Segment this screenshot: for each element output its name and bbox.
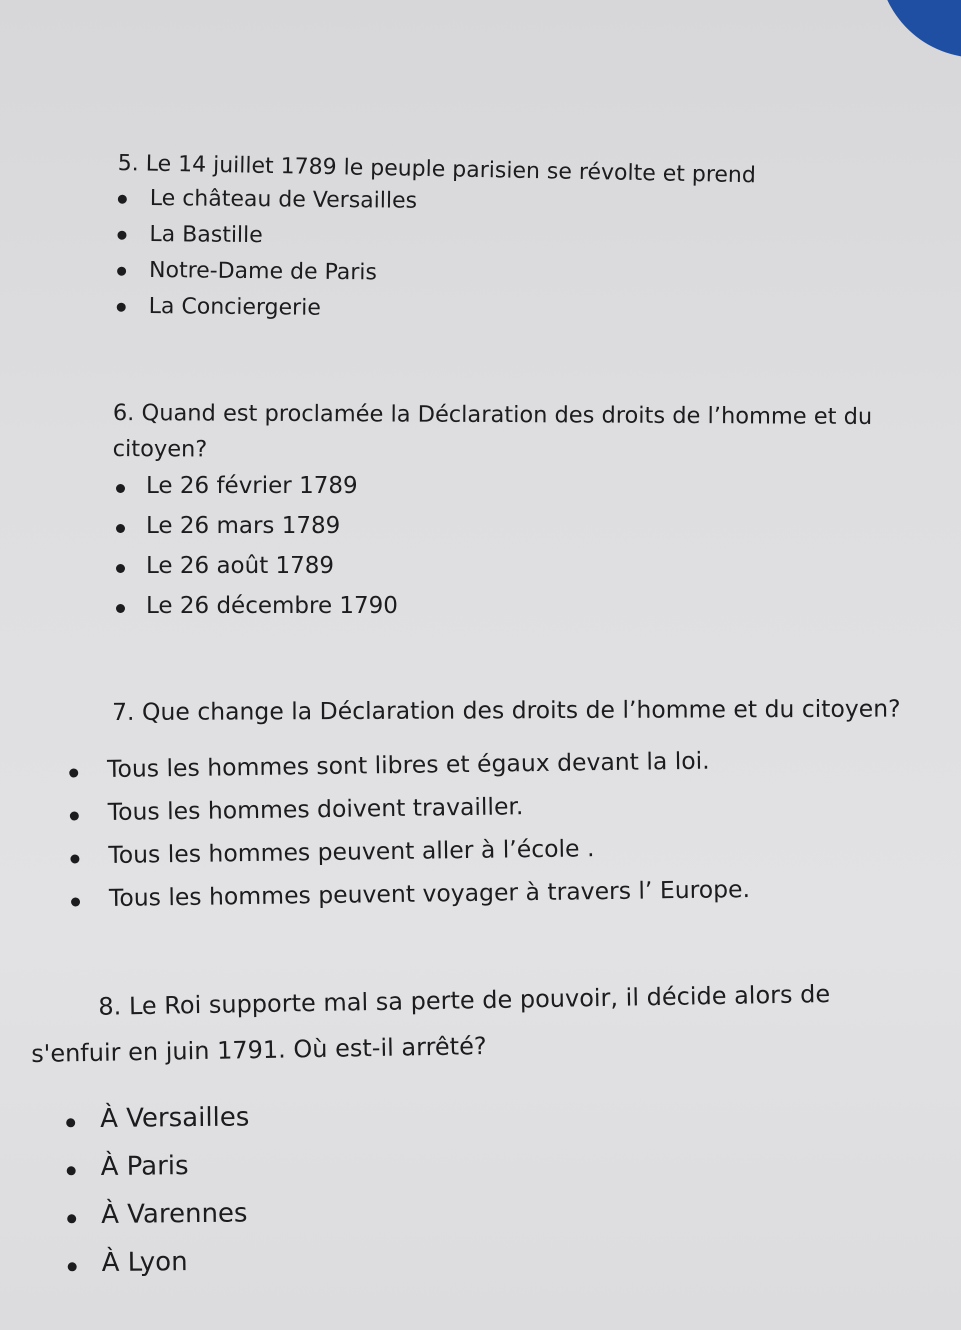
option-label: À Lyon: [101, 1247, 188, 1278]
option-label: À Paris: [100, 1151, 189, 1182]
option-label: La Bastille: [149, 221, 263, 249]
option-label: Notre-Dame de Paris: [148, 257, 378, 286]
option[interactable]: [146, 473, 398, 513]
bullet-icon: [66, 1118, 75, 1127]
bullet-icon: [117, 303, 126, 312]
option[interactable]: [146, 593, 398, 633]
question-5: [117, 150, 756, 190]
question-8-number: 8.: [98, 992, 122, 1021]
bullet-icon: [67, 1214, 76, 1223]
question-5-number: 5.: [117, 150, 139, 177]
blue-corner-decoration: [874, 0, 961, 84]
bullet-icon: [116, 604, 125, 613]
bullet-icon: [116, 524, 125, 533]
option[interactable]: [109, 875, 751, 927]
bullet-icon: [118, 195, 127, 204]
bullet-icon: [116, 484, 125, 493]
option[interactable]: [149, 222, 417, 261]
bullet-icon: [70, 854, 79, 863]
question-7: [112, 695, 901, 728]
bullet-icon: [71, 897, 80, 906]
bullet-icon: [67, 1166, 76, 1175]
option[interactable]: [149, 258, 417, 297]
option[interactable]: [148, 294, 416, 333]
option-label: Tous les hommes sont libres et égaux devant la loi.: [107, 746, 710, 783]
option-label: La Conciergerie: [148, 293, 321, 321]
option[interactable]: [150, 186, 418, 225]
option[interactable]: [146, 553, 398, 593]
question-6-text: Quand est proclamée la Déclaration des droits de l’homme et du citoyen?: [112, 400, 873, 463]
question-6-options: [146, 473, 398, 633]
option-label: Tous les hommes doivent travailler.: [107, 792, 524, 826]
option-label: Le château de Versailles: [149, 186, 418, 214]
option-label: Le 26 mars 1789: [146, 513, 341, 539]
question-5-text: Le 14 juillet 1789 le peuple parisien se révolte et prend: [145, 151, 757, 189]
question-7-text: Que change la Déclaration des droits de l’homme et du citoyen?: [141, 694, 901, 726]
option-label: Le 26 février 1789: [146, 473, 358, 499]
bullet-icon: [68, 1262, 77, 1271]
bullet-icon: [116, 564, 125, 573]
option[interactable]: [100, 1102, 250, 1152]
question-7-options: [107, 746, 750, 927]
bullet-icon: [117, 267, 126, 276]
bullet-icon: [69, 768, 78, 777]
question-6: [113, 395, 933, 471]
option-label: Le 26 décembre 1790: [146, 593, 398, 619]
option-label: Tous les hommes peuvent aller à l’école .: [108, 834, 595, 869]
bullet-icon: [117, 231, 126, 240]
option-label: À Versailles: [100, 1102, 250, 1134]
bullet-icon: [70, 811, 79, 820]
option-label: À Varennes: [101, 1198, 248, 1230]
question-5-options: [148, 186, 417, 333]
question-8-options: [100, 1102, 251, 1296]
question-6-number: 6.: [112, 399, 135, 427]
option[interactable]: [146, 513, 398, 553]
option[interactable]: [101, 1198, 251, 1248]
option-label: Le 26 août 1789: [146, 553, 335, 579]
question-8-text-2: s'enfuir en juin 1791. Où est-il arrêté?: [30, 1032, 487, 1068]
question-7-number: 7.: [112, 697, 135, 726]
question-8: [30, 969, 931, 1077]
option[interactable]: [101, 1150, 251, 1200]
question-8-text-1: Le Roi supporte mal sa perte de pouvoir, il décide alors de: [128, 980, 831, 1021]
option[interactable]: [102, 1246, 252, 1296]
option-label: Tous les hommes peuvent voyager à travers l’ Europe.: [108, 875, 751, 912]
